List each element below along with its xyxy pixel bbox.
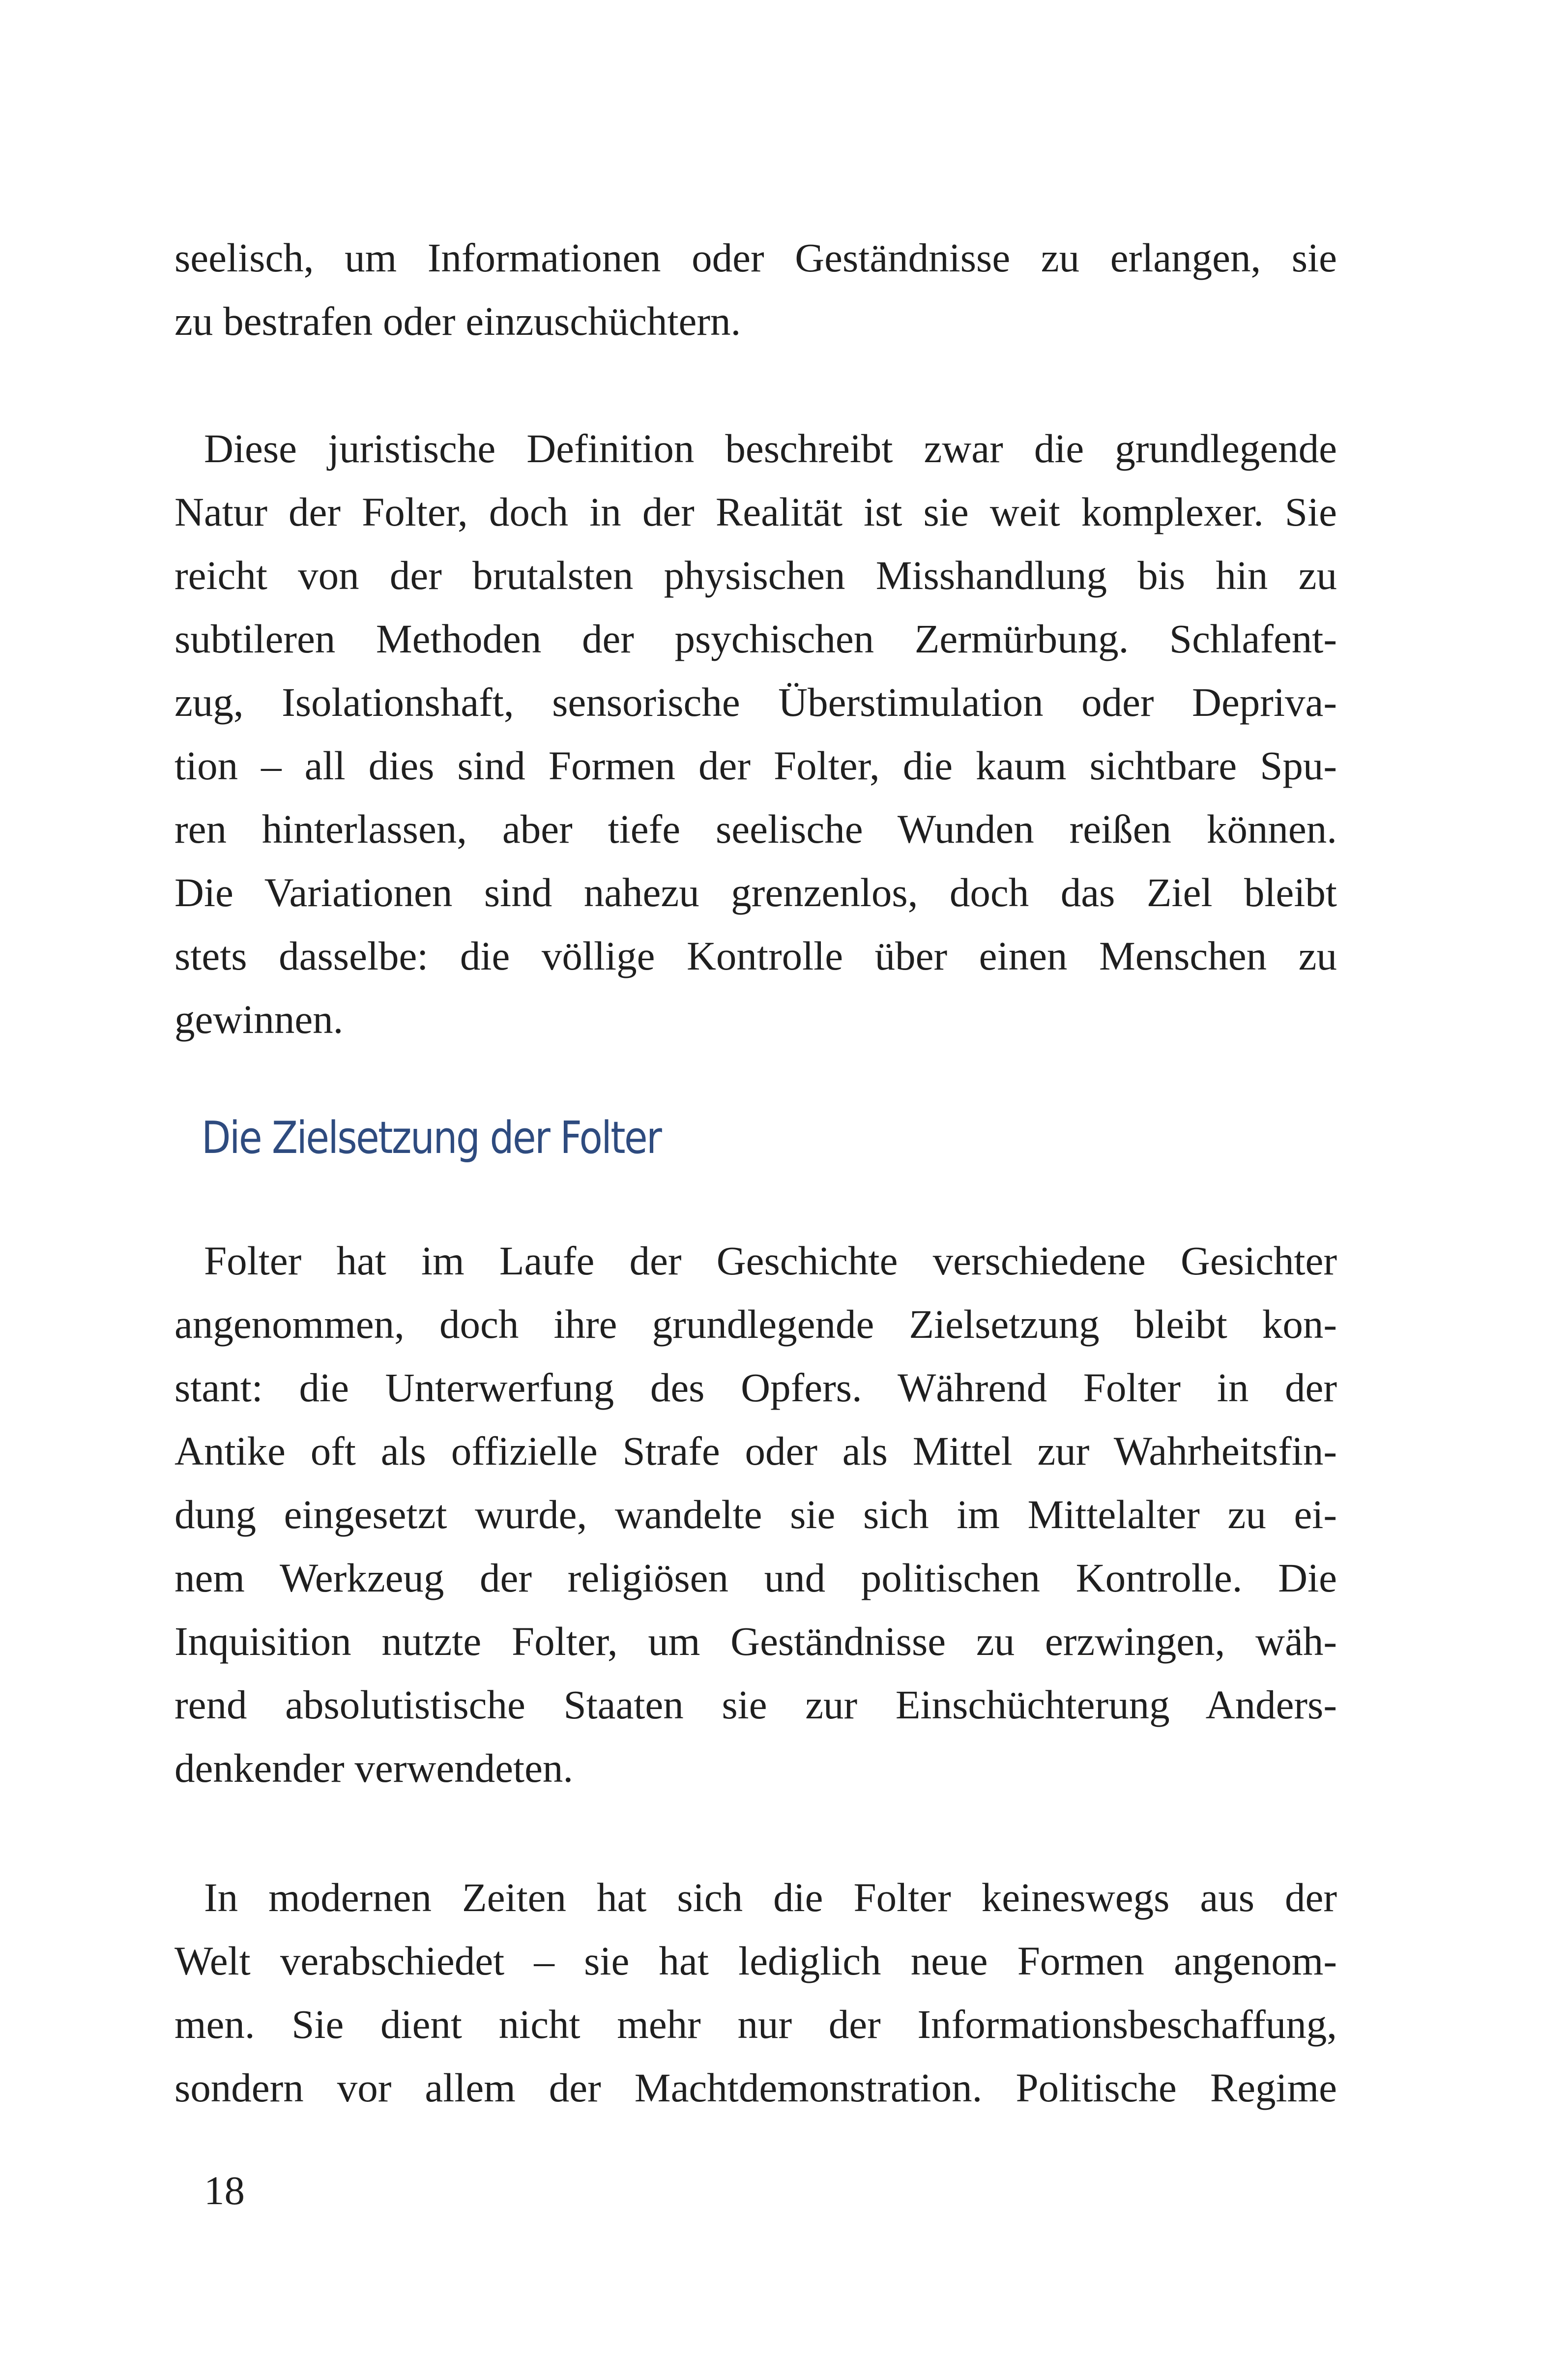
text-line: subtileren Methoden der psychischen Zermürbung. Schlafent- [174, 616, 1337, 661]
paragraph-3 [174, 1229, 1337, 1800]
text-line: Folter hat im Laufe der Geschichte verschiedene Gesichter [204, 1238, 1337, 1283]
text-line: dung eingesetzt wurde, wandelte sie sich im Mittelalter zu ei- [174, 1492, 1337, 1537]
text-line: angenommen, doch ihre grundlegende Zielsetzung bleibt kon- [174, 1301, 1337, 1347]
page-number: 18 [204, 2168, 245, 2213]
text-line: Natur der Folter, doch in der Realität ist sie weit komplexer. Sie [174, 489, 1337, 534]
paragraph-4 [174, 1866, 1337, 2120]
text-line: men. Sie dient nicht mehr nur der Informationsbeschaffung, [174, 2002, 1337, 2047]
text-line: nem Werkzeug der religiösen und politischen Kontrolle. Die [174, 1555, 1337, 1600]
text-line: In modernen Zeiten hat sich die Folter keineswegs aus der [204, 1875, 1337, 1920]
text-line: Inquisition nutzte Folter, um Geständnisse zu erzwingen, wäh- [174, 1619, 1337, 1664]
text-line: Die Variationen sind nahezu grenzenlos, doch das Ziel bleibt [174, 870, 1337, 915]
text-line: Diese juristische Definition beschreibt zwar die grundlegende [204, 426, 1337, 471]
text-line: tion – all dies sind Formen der Folter, die kaum sichtbare Spu- [174, 743, 1337, 788]
section-heading: Die Zielsetzung der Folter [202, 1112, 661, 1164]
text-line: Welt verabschiedet – sie hat lediglich neue Formen angenom- [174, 1938, 1337, 1983]
text-line: seelisch, um Informationen oder Geständnisse zu erlangen, sie [174, 235, 1337, 280]
text-line: zug, Isolationshaft, sensorische Überstimulation oder Depriva- [174, 679, 1337, 725]
text-line: stets dasselbe: die völlige Kontrolle über einen Menschen zu [174, 933, 1337, 978]
text-line: gewinnen. [174, 997, 344, 1042]
text-line: sondern vor allem der Machtdemonstration. Politische Regime [174, 2065, 1337, 2110]
text-line: denkender verwendeten. [174, 1745, 574, 1791]
text-line: rend absolutistische Staaten sie zur Einschüchterung Anders- [174, 1682, 1337, 1727]
text-line: Antike oft als offizielle Strafe oder als Mittel zur Wahrheitsfin- [174, 1428, 1337, 1474]
text-line: stant: die Unterwerfung des Opfers. Während Folter in der [174, 1365, 1337, 1410]
paragraph-1 [174, 226, 1337, 353]
text-line: reicht von der brutalsten physischen Misshandlung bis hin zu [174, 553, 1337, 598]
paragraph-2 [174, 417, 1337, 1051]
text-line: ren hinterlassen, aber tiefe seelische Wunden reißen können. [174, 806, 1337, 852]
text-line: zu bestrafen oder einzuschüchtern. [174, 298, 741, 344]
